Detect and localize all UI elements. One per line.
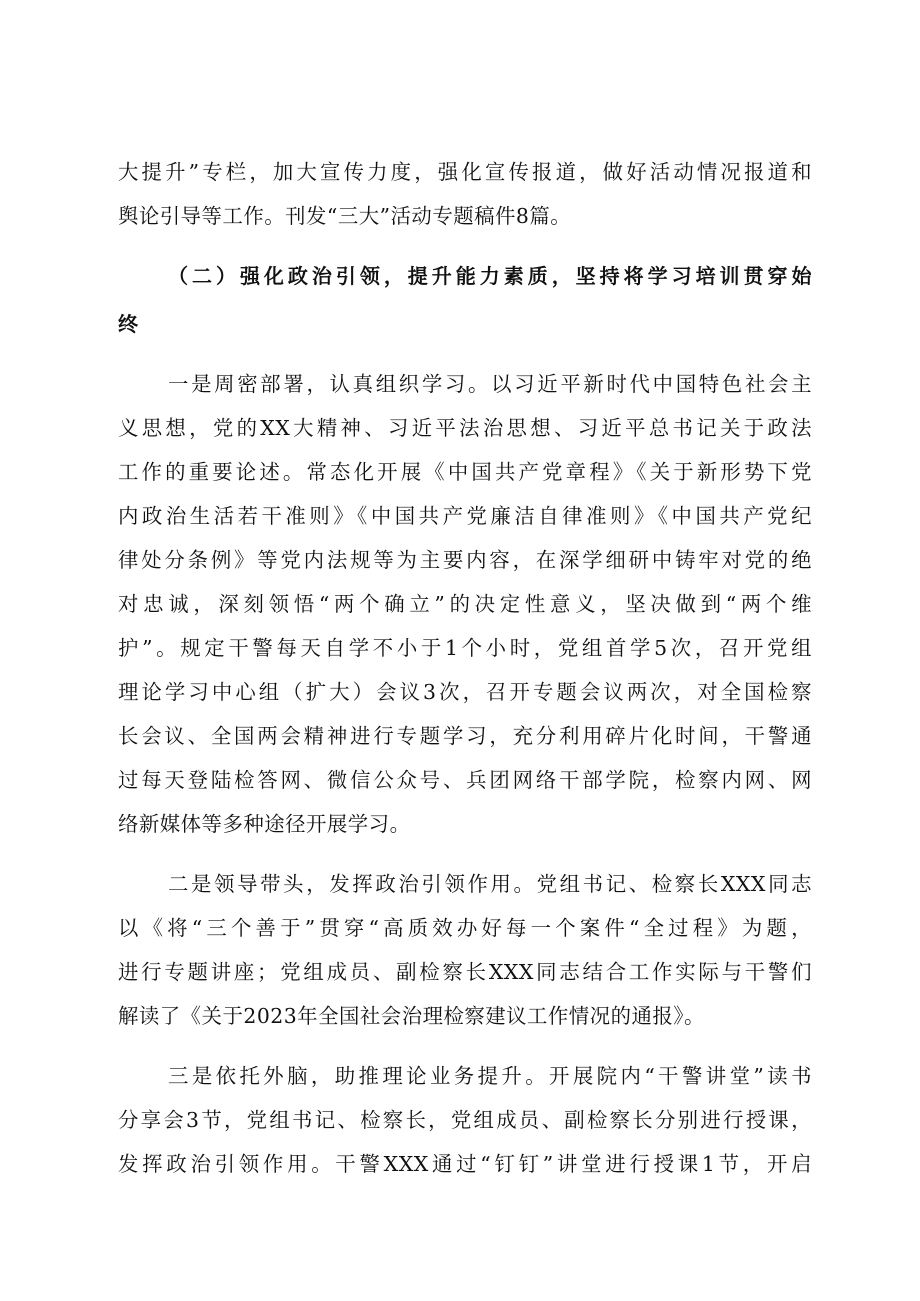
text-line: 进行专题讲座；党组成员、副检察长XXX同志结合工作实际与干警们 [118, 960, 812, 984]
paragraph-two [118, 862, 812, 1038]
text-line: 护”。规定干警每天自学不小于1个小时，党组首学5次，召开党组 [118, 636, 812, 660]
text-line: 对忠诚，深刻领悟“两个确立”的决定性意义，坚决做到“两个维 [118, 592, 812, 616]
text-line: 一是周密部署，认真组织学习。以习近平新时代中国特色社会主 [168, 372, 812, 396]
text-line: 二是领导带头，发挥政治引领作用。党组书记、检察长XXX同志 [168, 872, 812, 896]
text-line: 律处分条例》等党内法规等为主要内容，在深学细研中铸牢对党的绝 [118, 548, 812, 572]
text-line: 络新媒体等多种途径开展学习。 [118, 812, 411, 836]
text-line: 内政治生活若干准则》《中国共产党廉洁自律准则》《中国共产党纪 [118, 504, 812, 528]
heading-line: 终 [118, 312, 139, 336]
text-line: 发挥政治引领作用。干警XXX通过“钉钉”讲堂进行授课1节，开启 [118, 1152, 812, 1176]
text-line: 大提升”专栏，加大宣传力度，强化宣传报道，做好活动情况报道和 [118, 160, 812, 184]
text-line: 分享会3节，党组书记、检察长，党组成员、副检察长分别进行授课， [118, 1108, 812, 1132]
text-line: 长会议、全国两会精神进行专题学习，充分利用碎片化时间，干警通 [118, 724, 812, 748]
text-line: 以《将“三个善于”贯穿“高质效办好每一个案件“全过程》为题， [118, 916, 812, 940]
text-line: 义思想，党的XX大精神、习近平法治思想、习近平总书记关于政法 [118, 416, 812, 440]
paragraph-three [118, 1054, 812, 1186]
text-line: 三是依托外脑，助推理论业务提升。开展院内“干警讲堂”读书 [168, 1064, 812, 1088]
paragraph-one [118, 362, 812, 846]
document-page [118, 150, 812, 1186]
text-line: 理论学习中心组（扩大）会议3次，召开专题会议两次，对全国检察 [118, 680, 812, 704]
text-line: 工作的重要论述。常态化开展《中国共产党章程》《关于新形势下党 [118, 460, 812, 484]
text-line: 舆论引导等工作。刊发“三大”活动专题稿件8篇。 [118, 204, 572, 228]
intro-paragraph [118, 150, 812, 238]
text-line: 解读了《关于2023年全国社会治理检察建议工作情况的通报》。 [118, 1004, 705, 1028]
heading-line: （二）强化政治引领，提升能力素质，坚持将学习培训贯穿始 [168, 264, 812, 288]
section-heading [118, 252, 812, 348]
text-line: 过每天登陆检答网、微信公众号、兵团网络干部学院，检察内网、网 [118, 768, 812, 792]
